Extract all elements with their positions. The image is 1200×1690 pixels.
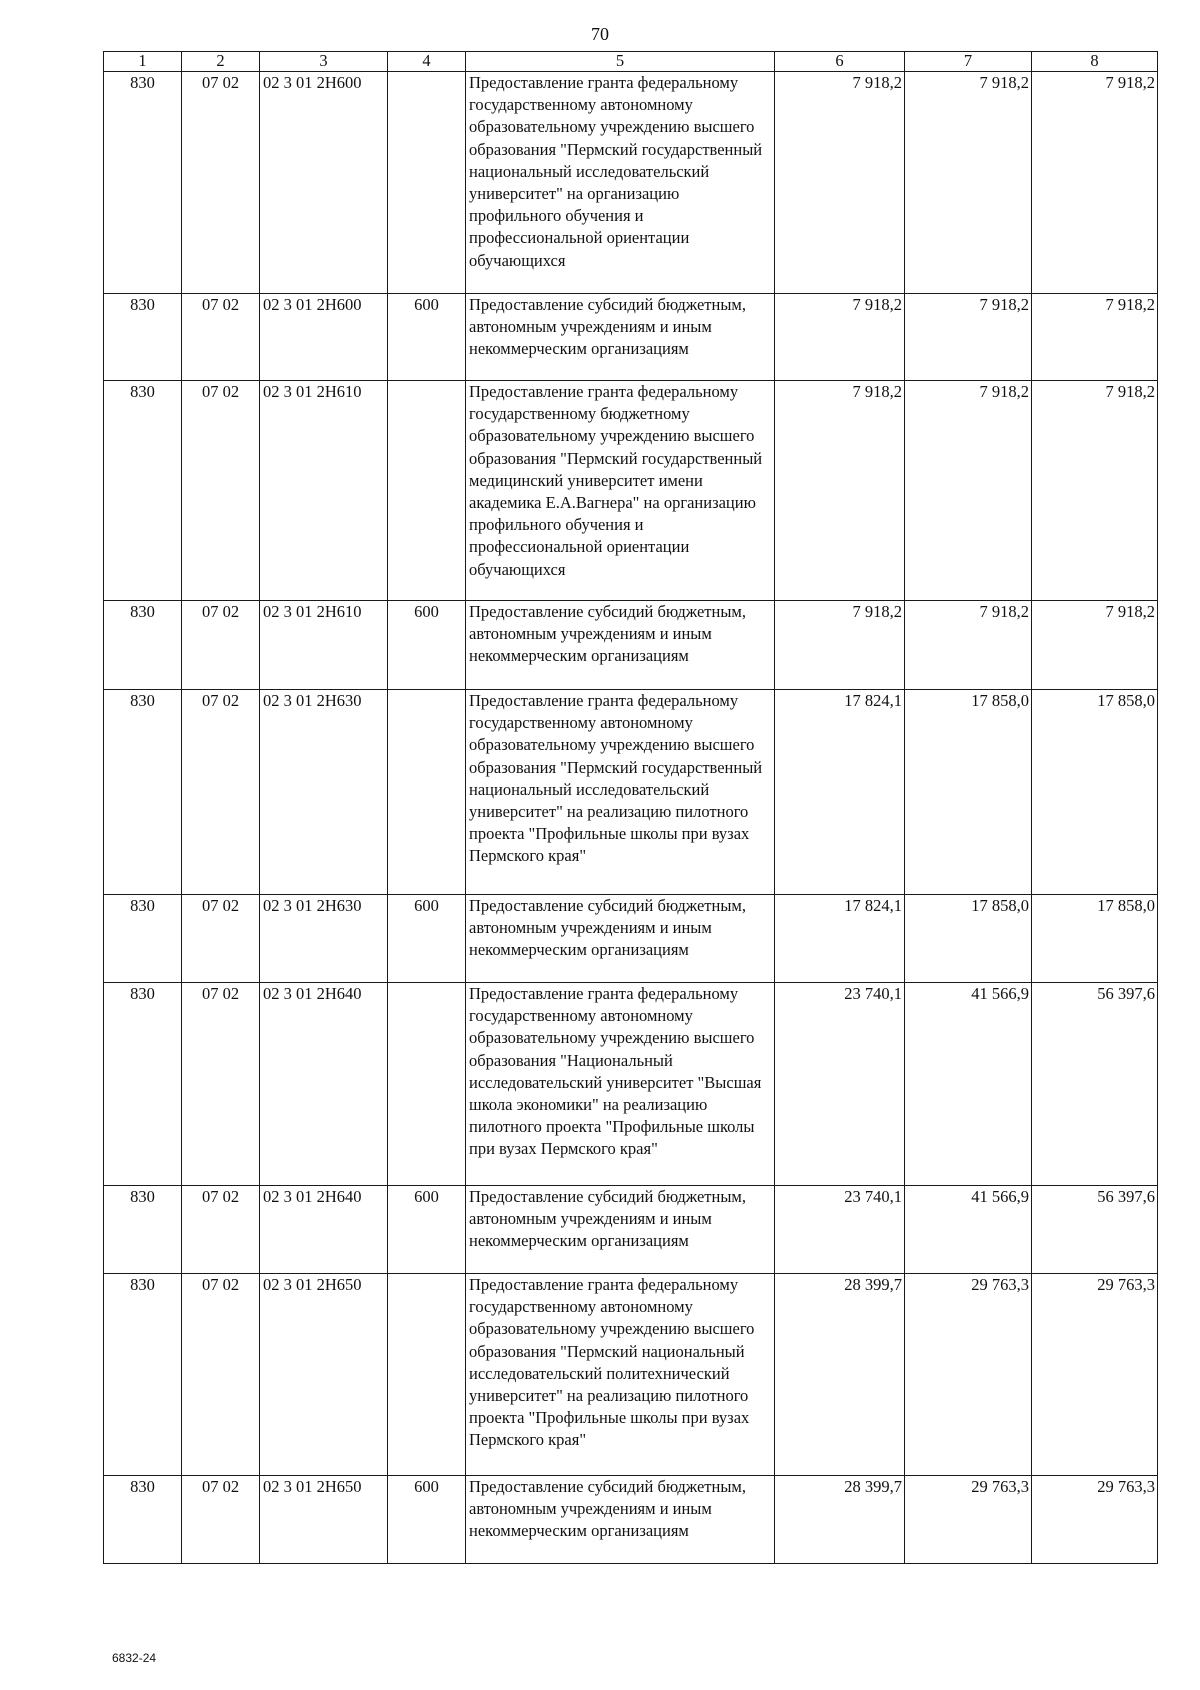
section-code: 07 02 [182, 983, 260, 1186]
row-description: Предоставление субсидий бюджетным, автономным учреждениям и иным некоммерческим организациям [466, 601, 775, 690]
amount-year-2: 29 763,3 [905, 1476, 1032, 1564]
expense-type-code [388, 381, 466, 601]
target-article-code: 02 3 01 2Н630 [260, 690, 388, 895]
column-header-3: 3 [260, 52, 388, 72]
amount-year-1: 7 918,2 [775, 72, 905, 294]
amount-year-1: 28 399,7 [775, 1476, 905, 1564]
amount-year-1: 17 824,1 [775, 895, 905, 983]
row-description: Предоставление субсидий бюджетным, автономным учреждениям и иным некоммерческим организациям [466, 294, 775, 381]
ministry-code: 830 [104, 294, 182, 381]
section-code: 07 02 [182, 1274, 260, 1476]
column-header-7: 7 [905, 52, 1032, 72]
table-row [104, 983, 1158, 1186]
row-description: Предоставление субсидий бюджетным, автономным учреждениям и иным некоммерческим организациям [466, 895, 775, 983]
row-description: Предоставление гранта федеральному государственному автономному образовательному учреждению высшего образования "Пермский национальный исследовательский политехнический университет" на реализацию пилотного проекта "Профильные школы при вузах Пермского края" [466, 1274, 775, 1476]
budget-table [103, 51, 1158, 1564]
ministry-code: 830 [104, 895, 182, 983]
section-code: 07 02 [182, 1186, 260, 1274]
amount-year-2: 29 763,3 [905, 1274, 1032, 1476]
amount-year-1: 7 918,2 [775, 294, 905, 381]
table-header-row [104, 52, 1158, 72]
expense-type-code [388, 72, 466, 294]
ministry-code: 830 [104, 1186, 182, 1274]
ministry-code: 830 [104, 690, 182, 895]
amount-year-2: 7 918,2 [905, 381, 1032, 601]
column-header-2: 2 [182, 52, 260, 72]
amount-year-2: 7 918,2 [905, 72, 1032, 294]
amount-year-3: 7 918,2 [1032, 72, 1158, 294]
amount-year-1: 17 824,1 [775, 690, 905, 895]
target-article-code: 02 3 01 2Н630 [260, 895, 388, 983]
amount-year-2: 41 566,9 [905, 983, 1032, 1186]
expense-type-code: 600 [388, 895, 466, 983]
table-row [104, 1476, 1158, 1564]
amount-year-3: 17 858,0 [1032, 690, 1158, 895]
amount-year-3: 29 763,3 [1032, 1274, 1158, 1476]
expense-type-code [388, 690, 466, 895]
expense-type-code [388, 1274, 466, 1476]
amount-year-3: 56 397,6 [1032, 983, 1158, 1186]
section-code: 07 02 [182, 294, 260, 381]
table-row [104, 601, 1158, 690]
amount-year-3: 7 918,2 [1032, 381, 1158, 601]
table-row [104, 1186, 1158, 1274]
ministry-code: 830 [104, 983, 182, 1186]
target-article-code: 02 3 01 2Н650 [260, 1476, 388, 1564]
table-row [104, 72, 1158, 294]
table-row [104, 381, 1158, 601]
amount-year-2: 17 858,0 [905, 690, 1032, 895]
document-code: 6832-24 [112, 1651, 157, 1665]
amount-year-3: 56 397,6 [1032, 1186, 1158, 1274]
table-row [104, 895, 1158, 983]
section-code: 07 02 [182, 1476, 260, 1564]
target-article-code: 02 3 01 2Н640 [260, 983, 388, 1186]
section-code: 07 02 [182, 895, 260, 983]
row-description: Предоставление субсидий бюджетным, автономным учреждениям и иным некоммерческим организациям [466, 1476, 775, 1564]
ministry-code: 830 [104, 1476, 182, 1564]
target-article-code: 02 3 01 2Н650 [260, 1274, 388, 1476]
target-article-code: 02 3 01 2Н610 [260, 381, 388, 601]
amount-year-2: 17 858,0 [905, 895, 1032, 983]
expense-type-code: 600 [388, 1186, 466, 1274]
amount-year-3: 7 918,2 [1032, 601, 1158, 690]
row-description: Предоставление гранта федеральному государственному автономному образовательному учреждению высшего образования "Национальный исследовательский университет "Высшая школа экономики" на реализацию пилотного проекта "Профильные школы при вузах Пермского края" [466, 983, 775, 1186]
section-code: 07 02 [182, 381, 260, 601]
amount-year-2: 41 566,9 [905, 1186, 1032, 1274]
section-code: 07 02 [182, 690, 260, 895]
section-code: 07 02 [182, 72, 260, 294]
amount-year-1: 7 918,2 [775, 381, 905, 601]
amount-year-1: 28 399,7 [775, 1274, 905, 1476]
column-header-6: 6 [775, 52, 905, 72]
target-article-code: 02 3 01 2Н600 [260, 294, 388, 381]
column-header-4: 4 [388, 52, 466, 72]
target-article-code: 02 3 01 2Н600 [260, 72, 388, 294]
ministry-code: 830 [104, 381, 182, 601]
column-header-1: 1 [104, 52, 182, 72]
row-description: Предоставление субсидий бюджетным, автономным учреждениям и иным некоммерческим организациям [466, 1186, 775, 1274]
target-article-code: 02 3 01 2Н640 [260, 1186, 388, 1274]
column-header-5: 5 [466, 52, 775, 72]
page-number: 70 [591, 24, 609, 44]
amount-year-3: 17 858,0 [1032, 895, 1158, 983]
ministry-code: 830 [104, 72, 182, 294]
amount-year-3: 29 763,3 [1032, 1476, 1158, 1564]
amount-year-2: 7 918,2 [905, 294, 1032, 381]
amount-year-1: 23 740,1 [775, 1186, 905, 1274]
table-row [104, 1274, 1158, 1476]
expense-type-code: 600 [388, 601, 466, 690]
table-row [104, 690, 1158, 895]
section-code: 07 02 [182, 601, 260, 690]
row-description: Предоставление гранта федеральному государственному автономному образовательному учреждению высшего образования "Пермский государственный национальный исследовательский университет" на организацию профильного обучения и профессиональной ориентации обучающихся [466, 72, 775, 294]
row-description: Предоставление гранта федеральному государственному автономному образовательному учреждению высшего образования "Пермский государственный национальный исследовательский университет" на реализацию пилотного проекта "Профильные школы при вузах Пермского края" [466, 690, 775, 895]
column-header-8: 8 [1032, 52, 1158, 72]
amount-year-1: 23 740,1 [775, 983, 905, 1186]
expense-type-code: 600 [388, 294, 466, 381]
amount-year-1: 7 918,2 [775, 601, 905, 690]
amount-year-3: 7 918,2 [1032, 294, 1158, 381]
ministry-code: 830 [104, 601, 182, 690]
amount-year-2: 7 918,2 [905, 601, 1032, 690]
expense-type-code [388, 983, 466, 1186]
expense-type-code: 600 [388, 1476, 466, 1564]
row-description: Предоставление гранта федеральному государственному бюджетному образовательному учреждению высшего образования "Пермский государственный медицинский университет имени академика Е.А.Вагнера" на организацию профильного обучения и профессиональной ориентации обучающихся [466, 381, 775, 601]
table-row [104, 294, 1158, 381]
ministry-code: 830 [104, 1274, 182, 1476]
target-article-code: 02 3 01 2Н610 [260, 601, 388, 690]
